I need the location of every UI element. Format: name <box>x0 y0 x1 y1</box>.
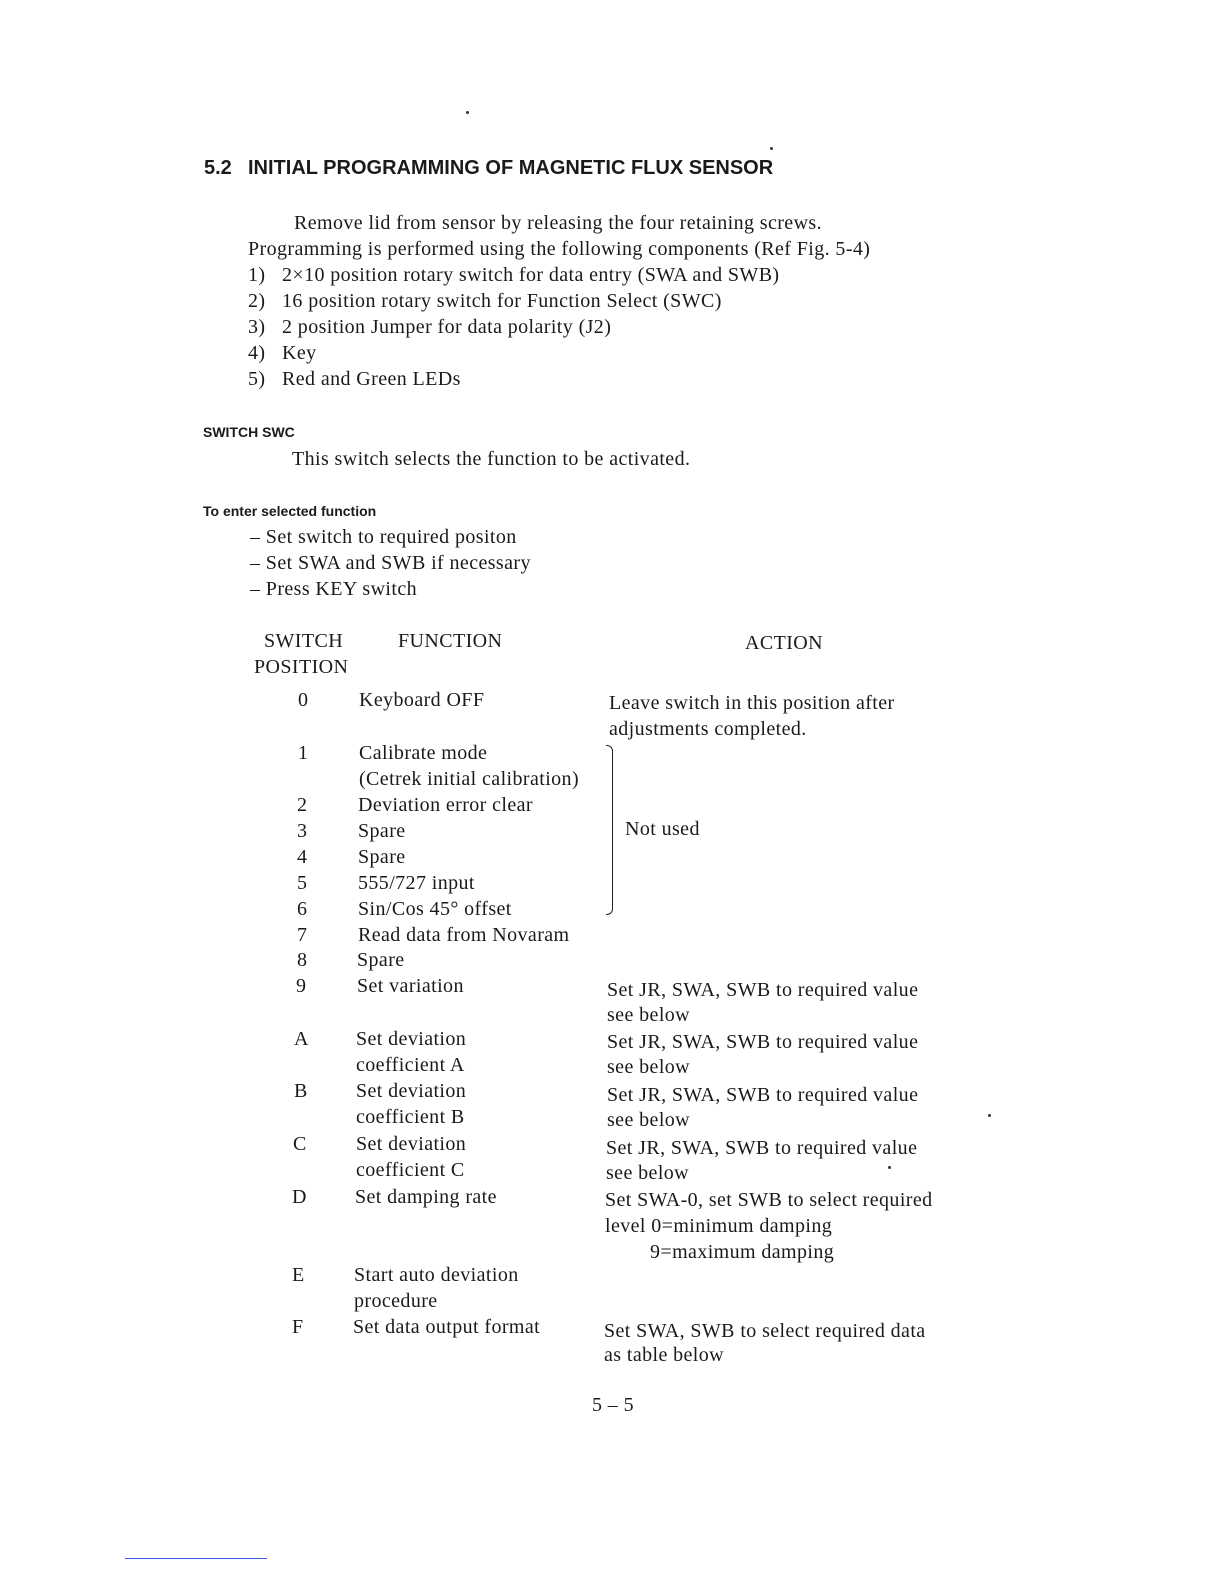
speck <box>466 111 469 114</box>
section-number: 5.2 <box>204 157 232 179</box>
row-position: 6 <box>297 898 308 920</box>
intro-line-1: Remove lid from sensor by releasing the four retaining screws. <box>294 212 822 234</box>
row-action: see below <box>607 1109 691 1131</box>
row-function: Sin/Cos 45° offset <box>358 898 512 920</box>
row-function: Set deviation <box>356 1133 467 1155</box>
row-action: Set SWA, SWB to select required data <box>604 1320 926 1342</box>
row-function: procedure <box>354 1290 438 1312</box>
row-action: see below <box>607 1056 691 1078</box>
step-item: – Set SWA and SWB if necessary <box>250 552 531 574</box>
row-position: 0 <box>298 689 309 711</box>
row-action: Set SWA-0, set SWB to select required <box>605 1189 933 1211</box>
row-position: 1 <box>298 742 309 764</box>
speck <box>888 1166 891 1169</box>
row-position: 7 <box>297 924 308 946</box>
row-position: D <box>292 1186 307 1208</box>
row-function: Set deviation <box>356 1028 467 1050</box>
enter-function-heading: To enter selected function <box>203 503 377 519</box>
header-action: ACTION <box>745 632 823 654</box>
list-text: 2×10 position rotary switch for data entry (SWA and SWB) <box>282 264 780 286</box>
speck <box>988 1114 991 1117</box>
page-number: 5 – 5 <box>592 1394 634 1416</box>
row-function: coefficient B <box>356 1106 465 1128</box>
row-action: adjustments completed. <box>609 718 807 740</box>
row-function: Set deviation <box>356 1080 467 1102</box>
row-position: 8 <box>297 949 308 971</box>
row-position: 2 <box>297 794 308 816</box>
row-action: see below <box>607 1004 691 1026</box>
row-action: Set JR, SWA, SWB to required value <box>607 1031 919 1053</box>
row-function: coefficient C <box>356 1159 465 1181</box>
row-function: Start auto deviation <box>354 1264 519 1286</box>
row-function: Spare <box>358 820 406 842</box>
row-position: 9 <box>296 975 307 997</box>
row-position: C <box>293 1133 307 1155</box>
section-heading <box>204 157 773 180</box>
header-switch: SWITCH <box>264 630 344 652</box>
list-number: 5) <box>248 368 266 390</box>
row-position: F <box>292 1316 304 1338</box>
row-position: A <box>294 1028 309 1050</box>
row-position: 5 <box>297 872 308 894</box>
section-title: INITIAL PROGRAMMING OF MAGNETIC FLUX SENSOR <box>248 157 774 179</box>
list-text: 16 position rotary switch for Function Select (SWC) <box>282 290 722 312</box>
row-function: Deviation error clear <box>358 794 533 816</box>
row-function: (Cetrek initial calibration) <box>359 768 580 790</box>
list-item <box>248 264 780 287</box>
list-number: 2) <box>248 290 266 312</box>
list-text: Key <box>282 342 317 364</box>
row-action: level 0=minimum damping <box>605 1215 833 1237</box>
list-text: Red and Green LEDs <box>282 368 461 390</box>
row-function: Spare <box>357 949 405 971</box>
header-position: POSITION <box>254 656 349 678</box>
row-position: 4 <box>297 846 308 868</box>
bottom-rule <box>125 1558 267 1559</box>
row-function: Read data from Novaram <box>358 924 570 946</box>
row-function: Set data output format <box>353 1316 541 1338</box>
row-function: 555/727 input <box>358 872 475 894</box>
list-number: 1) <box>248 264 266 286</box>
row-function: Set variation <box>357 975 464 997</box>
list-number: 3) <box>248 316 266 338</box>
list-number: 4) <box>248 342 266 364</box>
row-position: E <box>292 1264 305 1286</box>
step-item: – Set switch to required positon <box>250 526 517 548</box>
list-text: 2 position Jumper for data polarity (J2) <box>282 316 612 338</box>
list-item <box>248 368 461 391</box>
list-item <box>248 316 611 339</box>
step-item: – Press KEY switch <box>250 578 418 600</box>
not-used-label: Not used <box>625 818 700 840</box>
switch-swc-heading: SWITCH SWC <box>203 424 295 440</box>
row-function: Keyboard OFF <box>359 689 485 711</box>
row-function: Set damping rate <box>355 1186 497 1208</box>
row-action: see below <box>606 1162 690 1184</box>
row-action: as table below <box>604 1344 725 1366</box>
row-function: coefficient A <box>356 1054 465 1076</box>
row-position: 3 <box>297 820 308 842</box>
row-action: Leave switch in this position after <box>609 692 895 714</box>
header-function: FUNCTION <box>398 630 503 652</box>
list-item <box>248 342 317 365</box>
row-function: Calibrate mode <box>359 742 488 764</box>
switch-swc-text: This switch selects the function to be activated. <box>292 448 691 470</box>
speck <box>770 147 773 150</box>
row-function: Spare <box>358 846 406 868</box>
row-action: Set JR, SWA, SWB to required value <box>606 1137 918 1159</box>
row-position: B <box>294 1080 308 1102</box>
row-action: Set JR, SWA, SWB to required value <box>607 1084 919 1106</box>
intro-line-2: Programming is performed using the following components (Ref Fig. 5-4) <box>248 238 871 260</box>
row-action: 9=maximum damping <box>650 1241 835 1263</box>
list-item <box>248 290 722 313</box>
brace-line <box>606 745 613 915</box>
row-action: Set JR, SWA, SWB to required value <box>607 979 919 1001</box>
